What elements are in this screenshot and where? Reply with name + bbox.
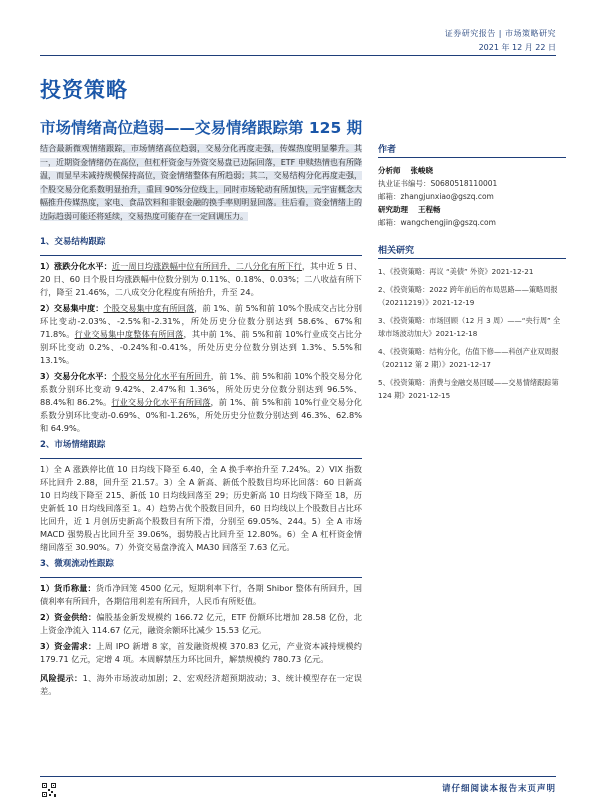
risk-warning	[40, 672, 362, 698]
para-label: 1）涨跌分化水平：	[40, 261, 112, 271]
related-item[interactable]: 1、《投资策略：再议 “美债” 外资》2021-12-21	[378, 267, 534, 276]
email-label: 邮箱：	[378, 218, 401, 227]
related-heading: 相关研究	[378, 243, 566, 259]
report-date: 2021 年 12 月 22 日	[478, 43, 556, 52]
paragraph	[40, 370, 362, 435]
analyst-name: 张峻晓	[410, 166, 433, 175]
footer-divider	[40, 776, 556, 777]
para-label: 1）货币称量：	[40, 583, 96, 593]
section-heading	[40, 558, 362, 571]
para-text: ，前 1%、前 5%和前 10%行业交易分化系数分别环比变动-0.69%、0%和-1.26%，所处历史分位数分别达到 46.3%、62.8%和 64.9%。	[40, 397, 362, 433]
email-address[interactable]: wangchengjin@gszq.com	[400, 218, 496, 227]
cert-number: S0680518110001	[430, 179, 498, 188]
footer-notice: 请仔细阅读本报告末页声明	[441, 784, 556, 794]
related-item[interactable]: 5、《投资策略：消费与金融交易回暖——交易情绪跟踪第 124 期》2021-12-15	[378, 377, 559, 400]
related-item[interactable]: 4、《投资策略：结构分化，估值下修——科创产业双周报（202112 第 2 期）》2021-12-17	[378, 346, 559, 369]
risk-label: 风险提示：	[40, 673, 83, 683]
para-label: 3）资金需求：	[40, 641, 97, 651]
para-text: 偏股基金新发规模约 166.72 亿元，ETF 份额环比增加 28.58 亿份，北上资金净流入 114.67 亿元，融资余额环比减少 15.53 亿元。	[40, 612, 362, 635]
section-heading	[40, 439, 362, 452]
para-text: ，其中近 5 日、20 日、60 日个股日均涨跌幅中位数分别为 0.11%、0.18%、0.03%；二八收益有所下行，降至 21.46%，二八成交分化程度有所抬升，升至 24。	[40, 261, 362, 297]
para-text: ，前 1%、前 5%和前 10%个股成交占比分别环比变动-2.03%、-2.5%和-2.31%，所处历史分位数分别达到 58.6%、67%和 71.8%。	[40, 303, 362, 339]
assistant-name: 王程畅	[418, 205, 441, 214]
report-title: 市场情绪高位趋弱——交易情绪跟踪第 125 期	[40, 119, 363, 137]
section-title: 1、交易结构跟踪	[40, 237, 106, 247]
abstract-text: 结合最新微观情绪跟踪，市场情绪高位趋弱，交易分化再度走强，传媒热度明显攀升。其一，近期资金情绪仍在高位，但杠杆资金与外资交易盘已边际回落，ETF 申赎热情也有所降温，而显早未减持规模保持高位，资金情绪整体有所趋弱；其二，交易结构分化再度走强，个股交易分化系数明显抬升，重回 90%分位线上，同时市场轮动有所加快，元宇宙概念大幅推升传媒热度，家电、食品饮料和非银金融的换手率则明显回落。往后看，	[40, 144, 362, 207]
section-heading	[40, 236, 362, 249]
qr-code-icon	[42, 783, 56, 797]
section-divider	[40, 255, 362, 256]
section-divider	[40, 458, 362, 459]
related-item[interactable]: 3、《投资策略：市场回顾（12 月 3 周）——“央行周” 全球市场波动加大》2021-12-18	[378, 315, 561, 338]
para-emphasis: 个股交易分化水平有所回升	[111, 371, 211, 381]
cert-label: 执业证书编号：	[378, 179, 431, 188]
para-emphasis: 近一周日均涨跌幅中位有所回升，二八分化有所下行	[111, 261, 302, 271]
email-address[interactable]: zhangjunxiao@gszq.com	[400, 192, 494, 201]
paragraph	[40, 611, 362, 637]
report-category: 证券研究报告 | 市场策略研究	[444, 29, 556, 38]
author-heading: 作者	[378, 142, 566, 158]
analyst-row	[378, 164, 566, 177]
para-emphasis: 行业交易集中度整体有所回落	[74, 329, 184, 339]
section-divider	[40, 577, 362, 578]
header-divider	[40, 55, 556, 56]
email-row-2	[378, 216, 566, 229]
section-title: 3、微观流动性跟踪	[40, 559, 114, 569]
email-row-1	[378, 190, 566, 203]
abstract-highlight: 资金情绪上的边际趋弱可能还将延续，交易热度可能存在一定回调压力。	[40, 198, 363, 221]
assistant-row	[378, 203, 566, 216]
para-text: 货币净回笼 4500 亿元，短期利率下行，各期 Shibor 整体有所回升，国债利率有所回升，各期信用利差有所回升，人民币有所贬值。	[40, 583, 362, 606]
para-text: 上周 IPO 新增 8 家，首发融资规模 370.83 亿元，产业资本减持规模约 179.71 亿元，定增 4 项。本周解禁压力环比回升，解禁规模约 780.73 亿元。	[40, 641, 362, 664]
sidebar	[378, 142, 566, 407]
para-text: ，前 1%、前 5%和前 10%个股交易分化系数分别环比变动 9.42%、2.47%和 1.36%，所处历史分位数分别达到 96.5%、88.4%和 86.2%。	[40, 371, 362, 407]
cert-row	[378, 177, 566, 190]
abstract	[40, 142, 362, 223]
paragraph: 1）全 A 涨跌停比值 10 日均线下降至 6.40，全 A 换手率抬升至 7.24%。2）VIX 指数环比回升 2.88，回升至 21.57。3）全 A 新高、新低个股数目均环比回落：60 日新高 10 日均线下降至 215、新低 10 日均线回落至 29；历史新高 10 日均线下降至 18，历史新低 10 日均线回落至 1。4）趋势占优个股数目回升，60 日均线以上个股数目占比环比回升，近 1 月创历史新高个股数目有所下滑，分别至 69.05%、244。5）全 A 市场 MACD 强势股占比回升至 39.06%，弱势股占比回升至 12.80%。6）全 A 杠杆资金情绪回落至 30.90%。7）外资交易盘净流入 MA30 回落至 7.63 亿元。	[40, 464, 362, 552]
section-title: 2、市场情绪跟踪	[40, 440, 106, 450]
para-text: ，其中前 1%、前 5%和前 10%行业成交占比分别环比变动 0.2%、-0.24%和-0.41%，所处历史分位数分别达到 1.3%、5.5%和 13.1%。	[40, 329, 362, 365]
analyst-label: 分析师	[378, 166, 401, 175]
para-label: 3）交易分化水平：	[40, 371, 112, 381]
assistant-label: 研究助理	[378, 205, 408, 214]
related-item[interactable]: 2、《投资策略：2022 跨年前后的布局思路——策略周报（20211219）》2021-12-19	[378, 284, 558, 307]
para-emphasis: 行业交易分化水平有所回落	[111, 397, 211, 407]
para-emphasis: 个股交易集中度有所回落	[103, 303, 195, 313]
paragraph	[40, 260, 362, 299]
main-body	[40, 232, 362, 701]
brand-title: 投资策略	[40, 78, 128, 102]
para-label: 2）交易集中度：	[40, 303, 104, 313]
paragraph	[40, 640, 362, 666]
paragraph	[40, 302, 362, 367]
paragraph	[40, 582, 362, 608]
para-label: 2）资金供给：	[40, 612, 97, 622]
email-label: 邮箱：	[378, 192, 401, 201]
risk-text: 1、海外市场波动加剧；2、宏观经济超预期波动；3、统计模型存在一定误差。	[40, 673, 362, 696]
